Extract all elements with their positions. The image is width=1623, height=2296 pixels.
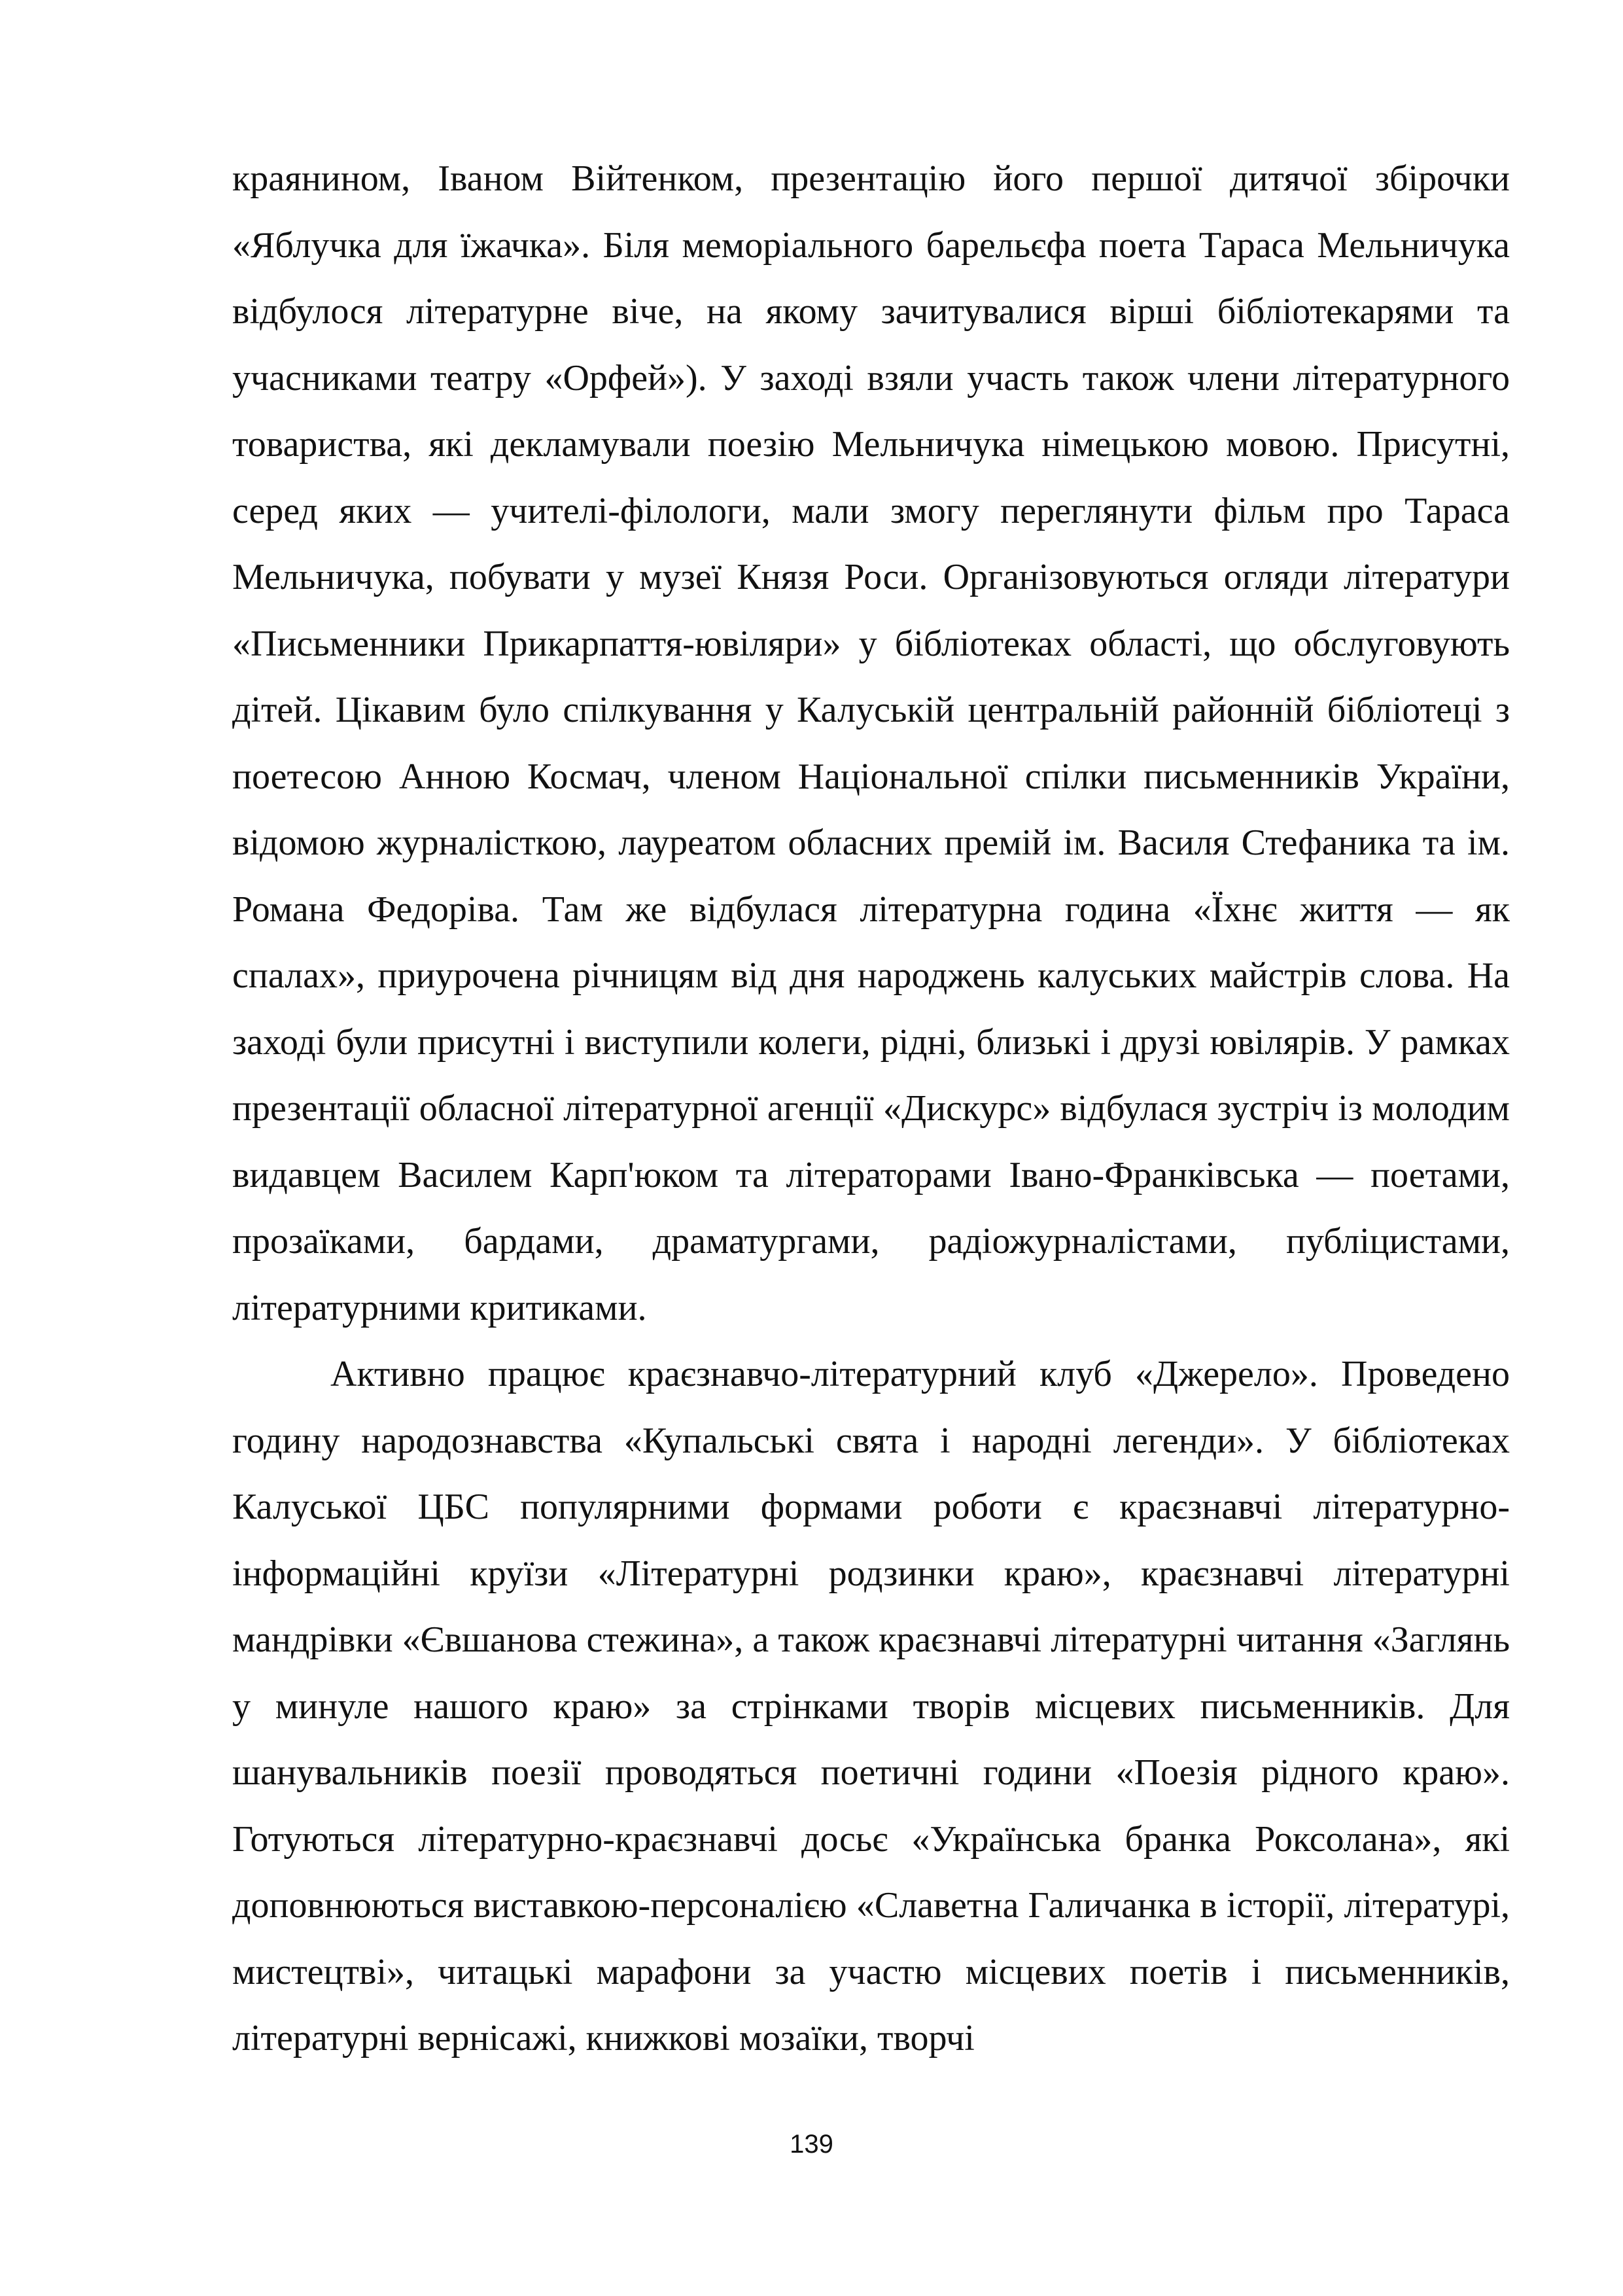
page-number: 139 [790, 2130, 833, 2159]
body-text [232, 146, 1510, 2072]
paragraph-2: Активно працює краєзнавчо-літературний клуб «Джерело». Проведено годину народознавства «Купальські свята і народні легенди». У бібліотеках Калуської ЦБС популярними формами роботи є краєзнавчі літературно-інформаційні круїзи «Літературні родзинки краю», краєзнавчі літературні мандрівки «Євшанова стежина», а також краєзнавчі літературні читання «Заглянь у минуле нашого краю» за стрінками творів місцевих письменників. Для шанувальників поезії проводяться поетичні години «Поезія рідного краю». Готуються літературно-краєзнавчі досьє «Українська бранка Роксолана», які доповнюються виставкою-персоналією «Славетна Галичанка в історії, літературі, мистецтві», читацькі марафони за участю місцевих поетів і письменників, літературні вернісажі, книжкові мозаїки, творчі [232, 1354, 1510, 2058]
paragraph-1: краянином, Іваном Війтенком, презентацію його першої дитячої збірочки «Яблучка для їжачка». Біля меморіального барельєфа поета Тараса Мельничука відбулося літературне віче, на якому зачитувалися вірші бібліотекарями та учасниками театру «Орфей»). У заході взяли участь також члени літературного товариства, які декламували поезію Мельничука німецькою мовою. Присутні, серед яких — учителі-філологи, мали змогу переглянути фільм про Тараса Мельничука, побувати у музеї Князя Роси. Організовуються огляди літератури «Письменники Прикарпаття-ювіляри» у бібліотеках області, що обслуговують дітей. Цікавим було спілкування у Калуській центральній районній бібліотеці з поетесою Анною Космач, членом Національної спілки письменників України, відомою журналісткою, лауреатом обласних премій ім. Василя Стефаника та ім. Романа Федоріва. Там же відбулася літературна година «Їхнє життя — як спалах», приурочена річницям від дня народжень калуських майстрів слова. На заході були присутні і виступили колеги, рідні, близькі і друзі ювілярів. У рамках презентації обласної літературної агенції «Дискурс» відбулася зустріч із молодим видавцем Василем Карп'юком та літераторами Івано-Франківська — поетами, прозаїками, бардами, драматургами, радіожурналістами, публіцистами, літературними критиками. [232, 158, 1510, 1328]
